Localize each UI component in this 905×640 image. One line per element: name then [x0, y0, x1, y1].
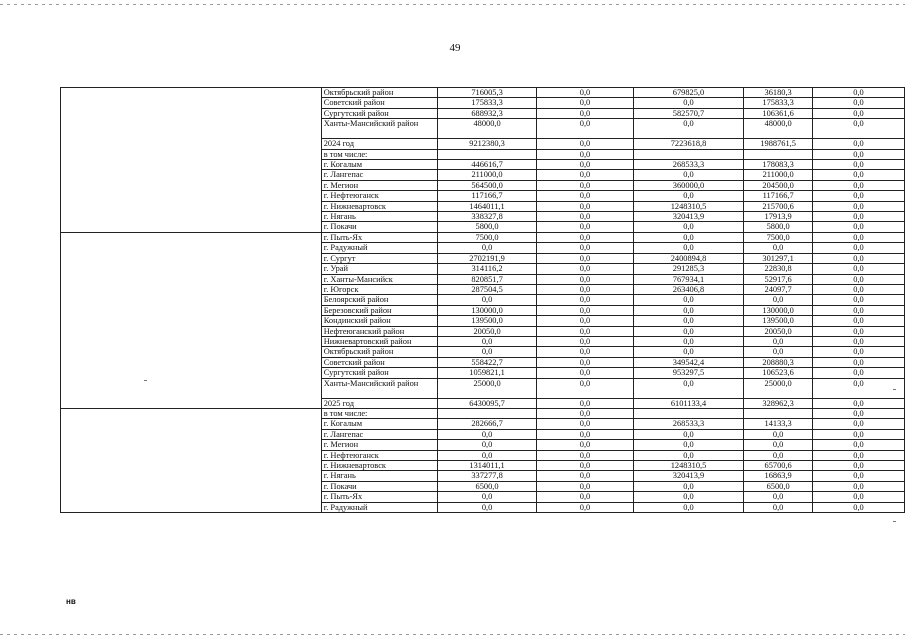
- value-cell: 0,0: [813, 253, 905, 263]
- value-cell: 0,0: [813, 274, 905, 284]
- value-cell: 215700,6: [744, 201, 813, 211]
- value-cell: 0,0: [537, 450, 634, 460]
- row-label: Советский район: [321, 357, 437, 367]
- value-cell: 0,0: [813, 502, 905, 512]
- value-cell: 0,0: [633, 502, 743, 512]
- value-cell: 117166,7: [744, 191, 813, 201]
- table-row: [61, 232, 905, 242]
- value-cell: 287504,5: [437, 284, 536, 294]
- value-cell: 0,0: [537, 440, 634, 450]
- value-cell: 16863,9: [744, 471, 813, 481]
- value-cell: 130000,0: [744, 305, 813, 315]
- value-cell: 6500,0: [744, 481, 813, 491]
- value-cell: 25000,0: [744, 378, 813, 398]
- value-cell: 6500,0: [437, 481, 536, 491]
- value-cell: 20050,0: [437, 326, 536, 336]
- value-cell: 0,0: [537, 253, 634, 263]
- value-cell: 0,0: [537, 398, 634, 408]
- value-cell: 7223618,8: [633, 139, 743, 149]
- value-cell: 0,0: [633, 119, 743, 139]
- empty-left-block: [61, 408, 322, 512]
- value-cell: [437, 408, 536, 418]
- value-cell: 0,0: [633, 347, 743, 357]
- value-cell: 0,0: [633, 305, 743, 315]
- value-cell: 767934,1: [633, 274, 743, 284]
- value-cell: 0,0: [633, 429, 743, 439]
- value-cell: 0,0: [537, 305, 634, 315]
- value-cell: 1248310,5: [633, 461, 743, 471]
- value-cell: 0,0: [537, 232, 634, 242]
- value-cell: 953297,5: [633, 368, 743, 378]
- value-cell: 14133,3: [744, 419, 813, 429]
- value-cell: 0,0: [537, 316, 634, 326]
- value-cell: 820851,7: [437, 274, 536, 284]
- value-cell: 0,0: [813, 316, 905, 326]
- value-cell: 6430095,7: [437, 398, 536, 408]
- value-cell: 106523,6: [744, 368, 813, 378]
- value-cell: 0,0: [633, 191, 743, 201]
- value-cell: 0,0: [537, 461, 634, 471]
- value-cell: 17913,9: [744, 212, 813, 222]
- value-cell: 52917,6: [744, 274, 813, 284]
- value-cell: 0,0: [813, 139, 905, 149]
- row-label: г. Нижневартовск: [321, 201, 437, 211]
- value-cell: 688932,3: [437, 108, 536, 118]
- value-cell: 0,0: [537, 429, 634, 439]
- value-cell: 204500,0: [744, 180, 813, 190]
- empty-left-block: [61, 88, 322, 233]
- value-cell: 0,0: [437, 336, 536, 346]
- row-label: Сургутский район: [321, 368, 437, 378]
- value-cell: 0,0: [813, 471, 905, 481]
- row-label: г. Мегион: [321, 440, 437, 450]
- empty-left-block: [61, 232, 322, 408]
- value-cell: 0,0: [813, 88, 905, 98]
- value-cell: 0,0: [537, 492, 634, 502]
- row-label: г. Нягань: [321, 471, 437, 481]
- value-cell: 0,0: [633, 232, 743, 242]
- value-cell: 211000,0: [437, 170, 536, 180]
- value-cell: 0,0: [537, 326, 634, 336]
- value-cell: 0,0: [537, 419, 634, 429]
- value-cell: 0,0: [633, 378, 743, 398]
- value-cell: 139500,0: [437, 316, 536, 326]
- value-cell: 0,0: [813, 284, 905, 294]
- value-cell: 320413,9: [633, 471, 743, 481]
- scan-edge-bottom: [0, 634, 905, 635]
- scan-speck: [893, 389, 896, 390]
- row-label: г. Нижневартовск: [321, 461, 437, 471]
- value-cell: 0,0: [813, 98, 905, 108]
- value-cell: 0,0: [437, 450, 536, 460]
- value-cell: 0,0: [744, 492, 813, 502]
- value-cell: 349542,4: [633, 357, 743, 367]
- row-label: г. Радужный: [321, 502, 437, 512]
- row-label: Сургутский район: [321, 108, 437, 118]
- value-cell: 0,0: [437, 243, 536, 253]
- scan-speck: [893, 521, 896, 522]
- value-cell: 320413,9: [633, 212, 743, 222]
- value-cell: 0,0: [537, 295, 634, 305]
- value-cell: 178083,3: [744, 160, 813, 170]
- value-cell: 0,0: [813, 212, 905, 222]
- value-cell: 5800,0: [744, 222, 813, 232]
- value-cell: 282666,7: [437, 419, 536, 429]
- value-cell: 0,0: [744, 336, 813, 346]
- value-cell: 0,0: [537, 378, 634, 398]
- row-label: г. Нефтеюганск: [321, 450, 437, 460]
- value-cell: 48000,0: [437, 119, 536, 139]
- value-cell: [744, 149, 813, 159]
- value-cell: 0,0: [633, 440, 743, 450]
- value-cell: 0,0: [537, 502, 634, 512]
- value-cell: 0,0: [813, 398, 905, 408]
- value-cell: 2400894,8: [633, 253, 743, 263]
- row-label: г. Когалым: [321, 160, 437, 170]
- row-label: г. Мегион: [321, 180, 437, 190]
- value-cell: 25000,0: [437, 378, 536, 398]
- value-cell: 117166,7: [437, 191, 536, 201]
- value-cell: 0,0: [633, 243, 743, 253]
- value-cell: 106361,6: [744, 108, 813, 118]
- row-label: г. Покачи: [321, 222, 437, 232]
- value-cell: 0,0: [537, 98, 634, 108]
- value-cell: 2702191,9: [437, 253, 536, 263]
- value-cell: 0,0: [744, 295, 813, 305]
- value-cell: 0,0: [744, 450, 813, 460]
- value-cell: 446616,7: [437, 160, 536, 170]
- budget-table: [60, 87, 905, 513]
- value-cell: 0,0: [813, 232, 905, 242]
- value-cell: 208880,3: [744, 357, 813, 367]
- value-cell: 0,0: [744, 243, 813, 253]
- row-label: в том числе:: [321, 149, 437, 159]
- value-cell: 0,0: [437, 492, 536, 502]
- value-cell: 0,0: [813, 326, 905, 336]
- value-cell: 0,0: [813, 119, 905, 139]
- value-cell: 211000,0: [744, 170, 813, 180]
- value-cell: 0,0: [633, 492, 743, 502]
- value-cell: 0,0: [813, 347, 905, 357]
- value-cell: 0,0: [537, 481, 634, 491]
- value-cell: 0,0: [537, 160, 634, 170]
- value-cell: 5800,0: [437, 222, 536, 232]
- value-cell: 0,0: [537, 368, 634, 378]
- value-cell: 716005,3: [437, 88, 536, 98]
- scan-speck: [144, 380, 147, 381]
- value-cell: 360000,0: [633, 180, 743, 190]
- value-cell: 0,0: [813, 492, 905, 502]
- row-label: г. Лангепас: [321, 170, 437, 180]
- value-cell: 0,0: [537, 212, 634, 222]
- value-cell: 0,0: [537, 139, 634, 149]
- row-label: Белоярский район: [321, 295, 437, 305]
- footer-initials: нв: [66, 597, 76, 606]
- value-cell: 0,0: [633, 336, 743, 346]
- value-cell: 0,0: [537, 274, 634, 284]
- value-cell: 263406,8: [633, 284, 743, 294]
- value-cell: 0,0: [813, 149, 905, 159]
- value-cell: 0,0: [813, 450, 905, 460]
- value-cell: 6101133,4: [633, 398, 743, 408]
- value-cell: 0,0: [537, 119, 634, 139]
- value-cell: 0,0: [437, 295, 536, 305]
- value-cell: 0,0: [537, 222, 634, 232]
- value-cell: 0,0: [813, 201, 905, 211]
- value-cell: 0,0: [813, 222, 905, 232]
- value-cell: 175833,3: [437, 98, 536, 108]
- row-label: Кондинский район: [321, 316, 437, 326]
- value-cell: 36180,3: [744, 88, 813, 98]
- row-label: г. Лангепас: [321, 429, 437, 439]
- row-label: г. Ханты-Мансийск: [321, 274, 437, 284]
- value-cell: 20050,0: [744, 326, 813, 336]
- value-cell: 48000,0: [744, 119, 813, 139]
- value-cell: 0,0: [813, 191, 905, 201]
- value-cell: 0,0: [633, 98, 743, 108]
- value-cell: 268533,3: [633, 419, 743, 429]
- value-cell: 0,0: [813, 305, 905, 315]
- value-cell: 0,0: [813, 170, 905, 180]
- value-cell: 1988761,5: [744, 139, 813, 149]
- value-cell: 0,0: [537, 347, 634, 357]
- value-cell: 0,0: [437, 440, 536, 450]
- value-cell: 0,0: [633, 222, 743, 232]
- row-label: г. Радужный: [321, 243, 437, 253]
- row-label: Ханты-Мансийский район: [321, 119, 437, 139]
- value-cell: 0,0: [813, 419, 905, 429]
- row-label: г. Югорск: [321, 284, 437, 294]
- row-label: г. Покачи: [321, 481, 437, 491]
- value-cell: 0,0: [537, 243, 634, 253]
- row-label: Советский район: [321, 98, 437, 108]
- value-cell: 338327,8: [437, 212, 536, 222]
- row-label: г. Когалым: [321, 419, 437, 429]
- row-label: г. Нягань: [321, 212, 437, 222]
- value-cell: 0,0: [744, 502, 813, 512]
- row-label: Нефтеюганский район: [321, 326, 437, 336]
- value-cell: 0,0: [437, 502, 536, 512]
- value-cell: 564500,0: [437, 180, 536, 190]
- value-cell: 0,0: [813, 429, 905, 439]
- value-cell: 0,0: [537, 180, 634, 190]
- value-cell: 0,0: [633, 450, 743, 460]
- value-cell: 0,0: [537, 108, 634, 118]
- value-cell: 0,0: [633, 316, 743, 326]
- value-cell: 0,0: [537, 264, 634, 274]
- row-label: 2024 год: [321, 139, 437, 149]
- value-cell: 337277,8: [437, 471, 536, 481]
- row-label: г. Урай: [321, 264, 437, 274]
- table-body: [61, 88, 905, 513]
- value-cell: 0,0: [537, 191, 634, 201]
- value-cell: 0,0: [813, 180, 905, 190]
- value-cell: 130000,0: [437, 305, 536, 315]
- value-cell: 0,0: [537, 149, 634, 159]
- value-cell: 0,0: [537, 170, 634, 180]
- row-label: 2025 год: [321, 398, 437, 408]
- value-cell: 0,0: [813, 440, 905, 450]
- value-cell: 0,0: [537, 284, 634, 294]
- value-cell: 0,0: [633, 326, 743, 336]
- value-cell: 139500,0: [744, 316, 813, 326]
- value-cell: 0,0: [744, 440, 813, 450]
- row-label: г. Пыть-Ях: [321, 232, 437, 242]
- value-cell: 0,0: [813, 368, 905, 378]
- value-cell: 582570,7: [633, 108, 743, 118]
- value-cell: 0,0: [813, 243, 905, 253]
- value-cell: 1314011,1: [437, 461, 536, 471]
- value-cell: 0,0: [633, 295, 743, 305]
- row-label: г. Сургут: [321, 253, 437, 263]
- value-cell: 0,0: [537, 357, 634, 367]
- table-row: [61, 88, 905, 98]
- value-cell: 0,0: [813, 336, 905, 346]
- value-cell: [437, 149, 536, 159]
- page-number: 49: [449, 42, 461, 54]
- value-cell: 0,0: [813, 160, 905, 170]
- value-cell: 1059821,1: [437, 368, 536, 378]
- row-label: в том числе:: [321, 408, 437, 418]
- row-label: Октябрьский район: [321, 88, 437, 98]
- value-cell: 558422,7: [437, 357, 536, 367]
- value-cell: 175833,3: [744, 98, 813, 108]
- value-cell: 0,0: [744, 429, 813, 439]
- value-cell: 24097,7: [744, 284, 813, 294]
- row-label: г. Нефтеюганск: [321, 191, 437, 201]
- value-cell: 0,0: [813, 481, 905, 491]
- value-cell: 314116,2: [437, 264, 536, 274]
- value-cell: 65700,6: [744, 461, 813, 471]
- value-cell: 679825,0: [633, 88, 743, 98]
- value-cell: 0,0: [813, 264, 905, 274]
- value-cell: 0,0: [537, 471, 634, 481]
- value-cell: 268533,3: [633, 160, 743, 170]
- value-cell: 7500,0: [744, 232, 813, 242]
- row-label: Березовский район: [321, 305, 437, 315]
- value-cell: 1248310,5: [633, 201, 743, 211]
- value-cell: 0,0: [633, 481, 743, 491]
- value-cell: [744, 408, 813, 418]
- value-cell: 328962,3: [744, 398, 813, 408]
- value-cell: 0,0: [744, 347, 813, 357]
- value-cell: 0,0: [537, 201, 634, 211]
- value-cell: 0,0: [813, 378, 905, 398]
- row-label: Нижневартовский район: [321, 336, 437, 346]
- value-cell: [633, 149, 743, 159]
- value-cell: 0,0: [537, 88, 634, 98]
- value-cell: 7500,0: [437, 232, 536, 242]
- value-cell: 0,0: [813, 461, 905, 471]
- value-cell: 1464011,1: [437, 201, 536, 211]
- scan-edge-top: [0, 4, 905, 5]
- value-cell: 0,0: [813, 108, 905, 118]
- table-row: [61, 408, 905, 418]
- row-label: Ханты-Мансийский район: [321, 378, 437, 398]
- value-cell: 0,0: [537, 336, 634, 346]
- value-cell: 0,0: [437, 429, 536, 439]
- value-cell: 0,0: [813, 295, 905, 305]
- value-cell: 0,0: [813, 357, 905, 367]
- row-label: г. Пыть-Ях: [321, 492, 437, 502]
- value-cell: 0,0: [813, 408, 905, 418]
- value-cell: 9212380,3: [437, 139, 536, 149]
- value-cell: 0,0: [437, 347, 536, 357]
- value-cell: 291285,3: [633, 264, 743, 274]
- value-cell: 0,0: [633, 170, 743, 180]
- value-cell: 301297,1: [744, 253, 813, 263]
- value-cell: 0,0: [537, 408, 634, 418]
- value-cell: 22830,8: [744, 264, 813, 274]
- value-cell: [633, 408, 743, 418]
- row-label: Октябрьский район: [321, 347, 437, 357]
